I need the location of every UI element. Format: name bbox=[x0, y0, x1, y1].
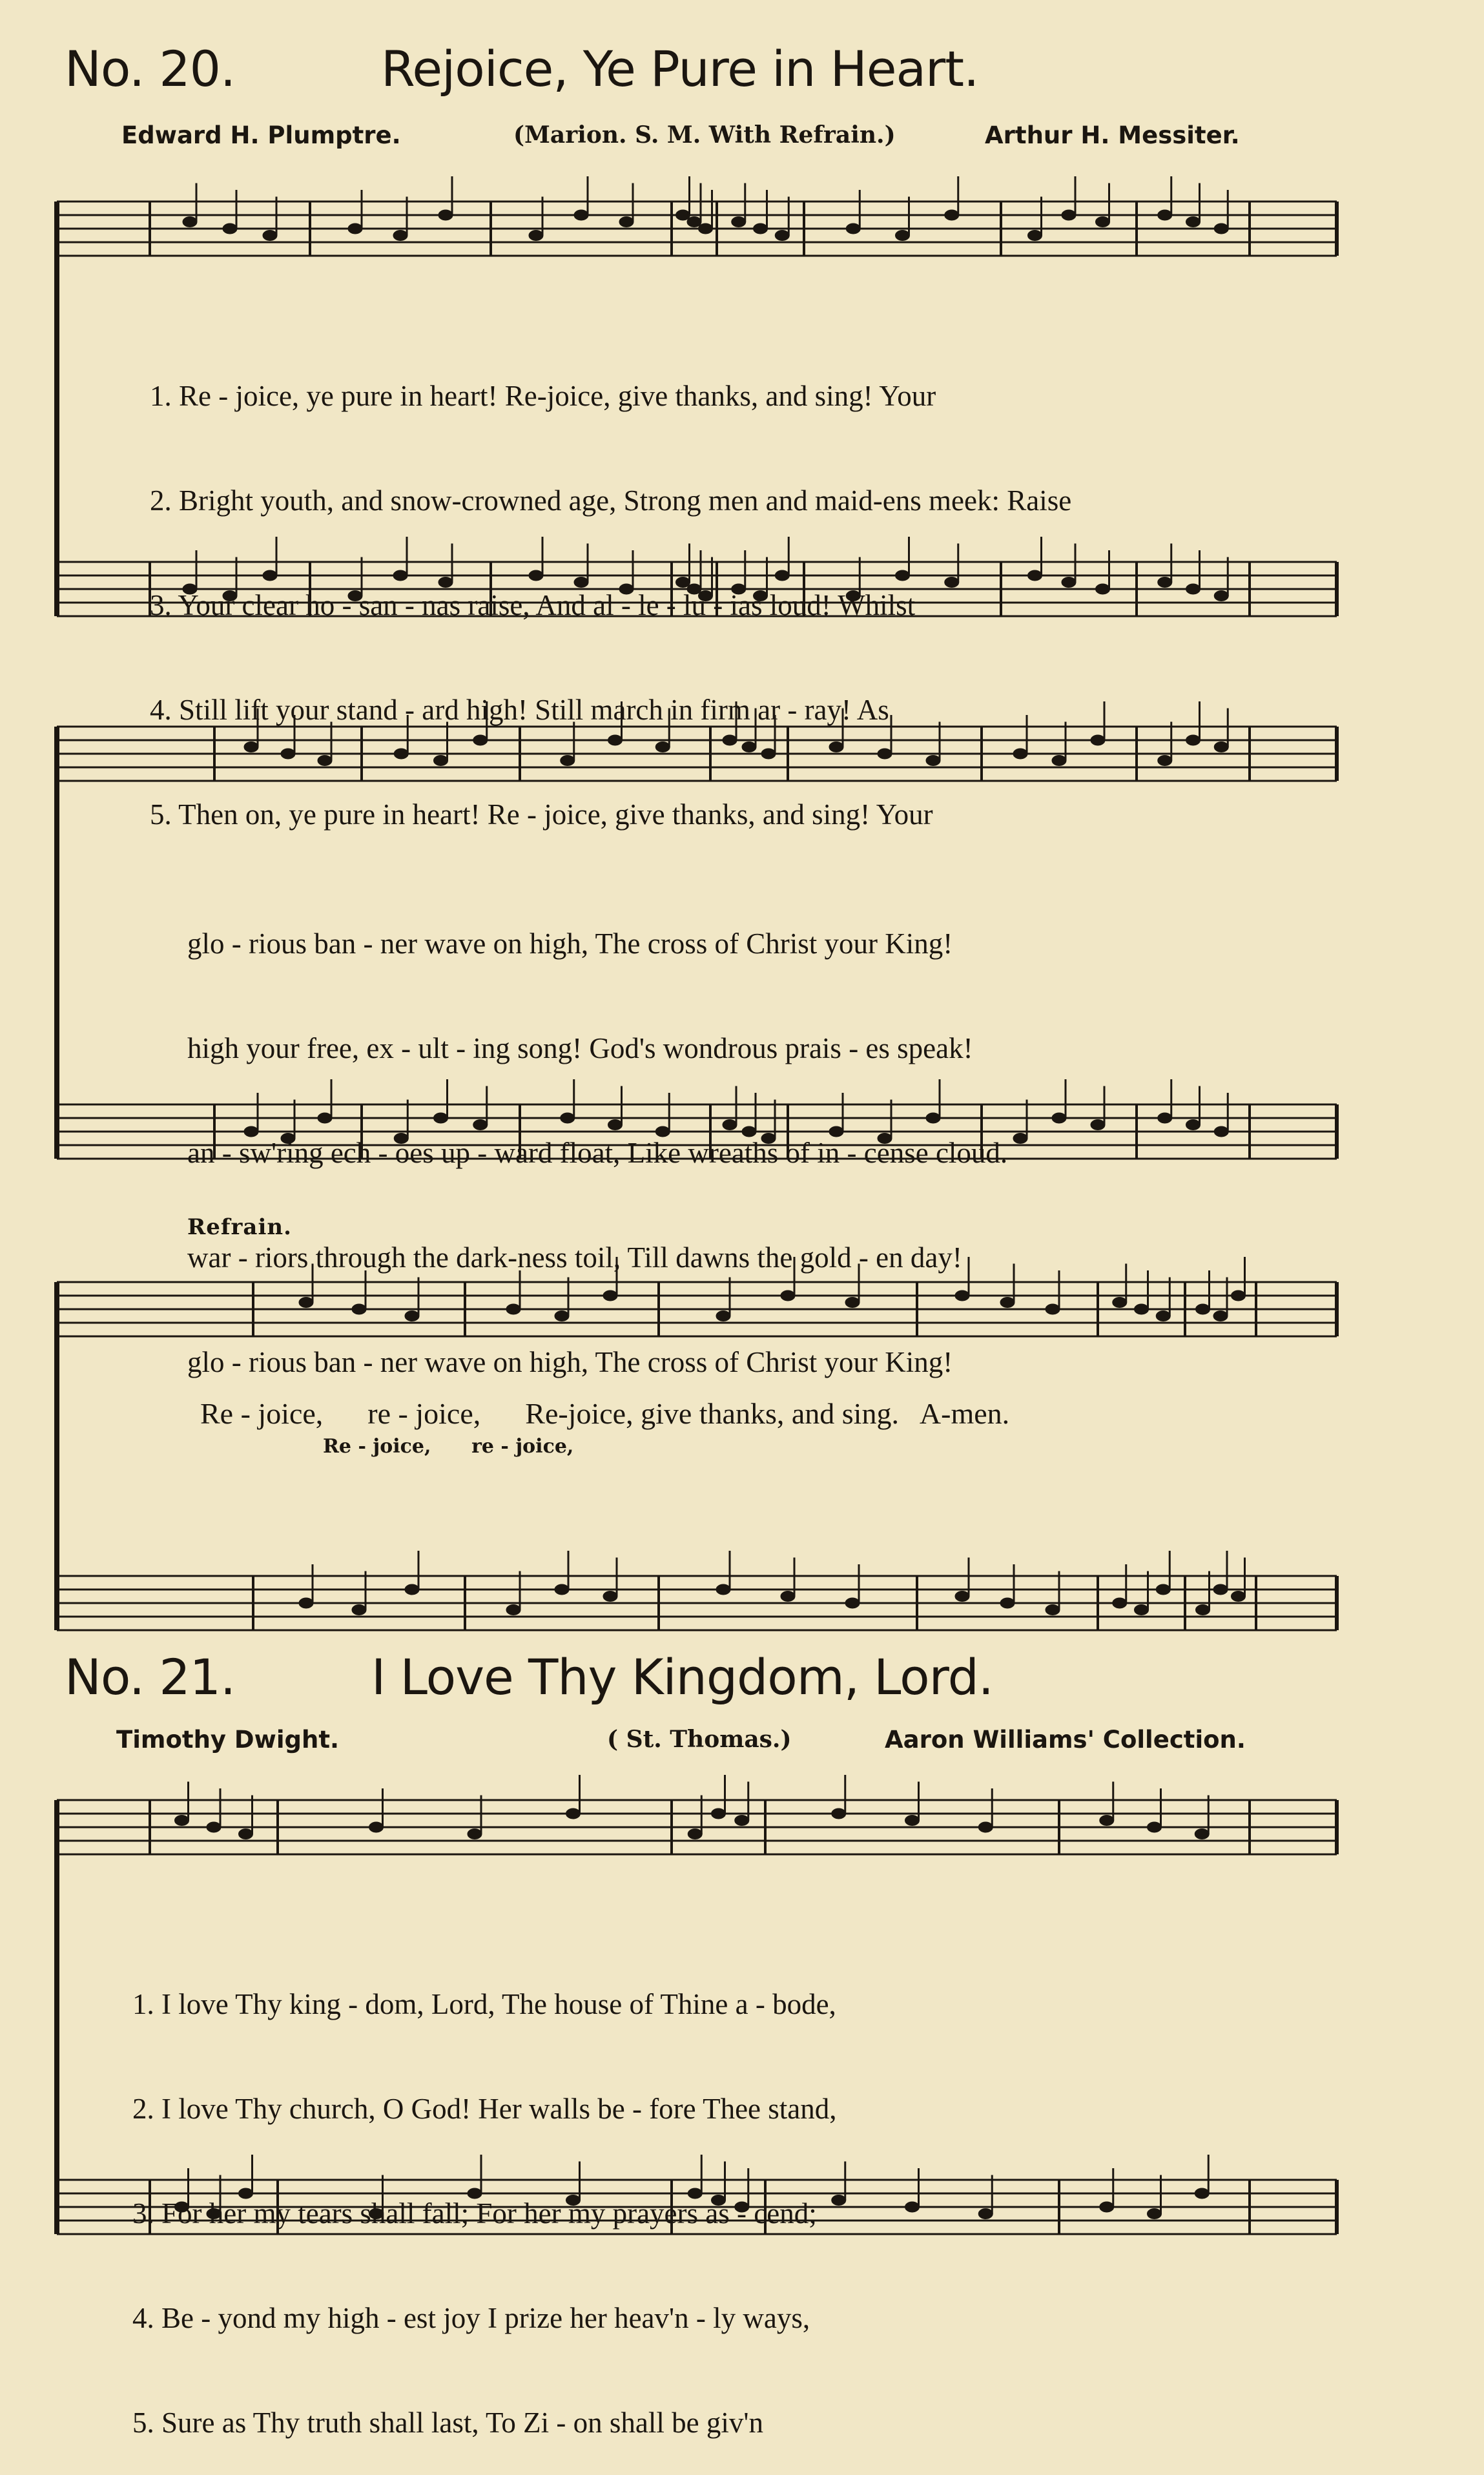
note-head bbox=[1214, 223, 1228, 234]
note-head bbox=[619, 217, 634, 227]
note-head bbox=[781, 1591, 795, 1602]
note-head bbox=[735, 1816, 749, 1826]
verse-line: 2. I love Thy church, O God! Her walls be - fore Thee stand, bbox=[132, 2093, 837, 2125]
verse-line: war - riors through the dark-ness toil, Till dawns the gold - en day! bbox=[187, 1241, 962, 1274]
verse-line: 4. Still lift your stand - ard high! Still march in firm ar - ray! As bbox=[150, 694, 889, 726]
verse-line: high your free, ex - ult - ing song! God's wondrous prais - es speak! bbox=[187, 1032, 973, 1064]
note-head bbox=[438, 210, 453, 220]
note-head bbox=[1214, 591, 1228, 601]
verse-line: 2. Bright youth, and snow-crowned age, Strong men and maid-ens meek: Raise bbox=[150, 484, 1072, 517]
note-head bbox=[1213, 1311, 1228, 1321]
verse-line: glo - rious ban - ner wave on high, The cross of Christ your King! bbox=[187, 1346, 953, 1378]
note-head bbox=[1158, 1113, 1172, 1123]
note-head bbox=[1052, 1113, 1066, 1123]
note-head bbox=[529, 231, 543, 241]
hymn-20-tune-info: (Marion. S. M. With Refrain.) bbox=[513, 121, 896, 149]
note-head bbox=[207, 1822, 221, 1832]
hymn-20-author: Edward H. Plumptre. bbox=[121, 121, 401, 149]
verse-line: 5. Sure as Thy truth shall last, To Zi - on shall be giv'n bbox=[132, 2407, 763, 2439]
note-head bbox=[183, 217, 197, 227]
note-head bbox=[1046, 1605, 1060, 1615]
note-head bbox=[1046, 1304, 1060, 1314]
note-head bbox=[955, 1591, 969, 1602]
note-head bbox=[1158, 577, 1172, 588]
note-head bbox=[775, 231, 789, 241]
hymn-20-composer: Arthur H. Messiter. bbox=[985, 121, 1240, 149]
note-head bbox=[1135, 1304, 1149, 1314]
note-head bbox=[1186, 584, 1201, 594]
hymn-21-title: I Love Thy Kingdom, Lord. bbox=[371, 1648, 993, 1706]
refrain-label: Refrain. bbox=[187, 1214, 292, 1240]
verse-line: an - sw'ring ech - oes up - ward float, Like wreaths of in - cense cloud. bbox=[187, 1137, 1008, 1169]
note-head bbox=[1214, 742, 1228, 752]
verse-line: 3. For her my tears shall fall; For her my prayers as - cend; bbox=[132, 2197, 817, 2230]
verse-line: 3. Your clear ho - san - nas raise, And al - le - lu - ias loud! Whilst bbox=[150, 589, 916, 621]
refrain-bass-words: Re - joice, re - joice, bbox=[323, 1435, 574, 1458]
note-head bbox=[754, 223, 768, 234]
note-head bbox=[1156, 1584, 1170, 1595]
note-head bbox=[1186, 217, 1201, 227]
note-head bbox=[1013, 1134, 1027, 1144]
note-head bbox=[1213, 1584, 1228, 1595]
note-head bbox=[566, 1808, 581, 1819]
note-head bbox=[1113, 1298, 1127, 1308]
note-head bbox=[676, 210, 690, 220]
note-head bbox=[1214, 1126, 1228, 1137]
verse-line: glo - rious ban - ner wave on high, The cross of Christ your King! bbox=[187, 927, 953, 960]
note-head bbox=[1100, 2202, 1114, 2212]
note-head bbox=[369, 1822, 384, 1832]
hymn-21-composer: Aaron Williams' Collection. bbox=[885, 1726, 1246, 1754]
note-head bbox=[699, 223, 713, 234]
note-head bbox=[1113, 1598, 1127, 1608]
hymn-20-title: Rejoice, Ye Pure in Heart. bbox=[381, 40, 979, 98]
hymn-21-author: Timothy Dwight. bbox=[116, 1726, 340, 1754]
note-head bbox=[1091, 735, 1105, 745]
note-head bbox=[1156, 1311, 1170, 1321]
note-head bbox=[175, 1816, 189, 1826]
note-head bbox=[263, 231, 277, 241]
note-head bbox=[896, 231, 910, 241]
note-head bbox=[1158, 756, 1172, 766]
note-head bbox=[1232, 1591, 1246, 1602]
note-head bbox=[1091, 1120, 1105, 1130]
note-head bbox=[1028, 231, 1042, 241]
note-head bbox=[945, 210, 959, 220]
refrain-words: Re - joice, re - joice, Re-joice, give thanks, and sing. A-men. bbox=[200, 1397, 1010, 1430]
note-head bbox=[732, 217, 746, 227]
verse-line: 1. I love Thy king - dom, Lord, The house of Thine a - bode, bbox=[132, 1988, 836, 2020]
note-head bbox=[1135, 1605, 1149, 1615]
note-head bbox=[1148, 1822, 1162, 1832]
hymn-20-verses-line1 bbox=[150, 309, 1071, 867]
hymn-21-verses bbox=[132, 1917, 837, 2475]
verse-line: 1. Re - joice, ye pure in heart! Re-joice, give thanks, and sing! Your bbox=[150, 380, 936, 412]
note-head bbox=[1232, 1290, 1246, 1301]
note-head bbox=[978, 2209, 993, 2219]
note-head bbox=[1158, 210, 1172, 220]
note-head bbox=[405, 1584, 419, 1595]
note-head bbox=[688, 1829, 702, 1839]
hymn-21-number: No. 21. bbox=[65, 1648, 236, 1706]
note-head bbox=[348, 223, 362, 234]
note-head bbox=[978, 1822, 993, 1832]
note-head bbox=[555, 1584, 569, 1595]
note-head bbox=[1195, 1829, 1209, 1839]
hymn-20-verses-line2 bbox=[187, 856, 1007, 1414]
note-head bbox=[1100, 1816, 1114, 1826]
note-head bbox=[299, 1598, 313, 1608]
note-head bbox=[239, 1829, 253, 1839]
note-head bbox=[905, 2202, 920, 2212]
note-head bbox=[845, 1598, 860, 1608]
note-head bbox=[1096, 584, 1110, 594]
note-head bbox=[832, 1808, 846, 1819]
note-head bbox=[468, 1829, 482, 1839]
note-head bbox=[1186, 1120, 1201, 1130]
note-head bbox=[1096, 217, 1110, 227]
note-head bbox=[712, 1808, 726, 1819]
note-head bbox=[846, 223, 860, 234]
note-head bbox=[1196, 1605, 1210, 1615]
note-head bbox=[1186, 735, 1201, 745]
verse-line: 5. Then on, ye pure in heart! Re - joice, give thanks, and sing! Your bbox=[150, 798, 933, 831]
note-head bbox=[393, 231, 407, 241]
note-head bbox=[905, 1816, 920, 1826]
note-head bbox=[506, 1605, 520, 1615]
note-head bbox=[1000, 1598, 1015, 1608]
note-head bbox=[223, 223, 237, 234]
note-head bbox=[1148, 2209, 1162, 2219]
note-head bbox=[687, 217, 701, 227]
note-head bbox=[1196, 1304, 1210, 1314]
note-head bbox=[603, 1591, 617, 1602]
note-head bbox=[352, 1605, 366, 1615]
note-head bbox=[574, 210, 588, 220]
note-head bbox=[1062, 210, 1076, 220]
hymn-21-tune-info: ( St. Thomas.) bbox=[607, 1726, 792, 1753]
verse-line: 4. Be - yond my high - est joy I prize her heav'n - ly ways, bbox=[132, 2302, 810, 2334]
hymn-20-number: No. 20. bbox=[65, 40, 236, 98]
note-head bbox=[716, 1584, 730, 1595]
note-head bbox=[1195, 2188, 1209, 2199]
